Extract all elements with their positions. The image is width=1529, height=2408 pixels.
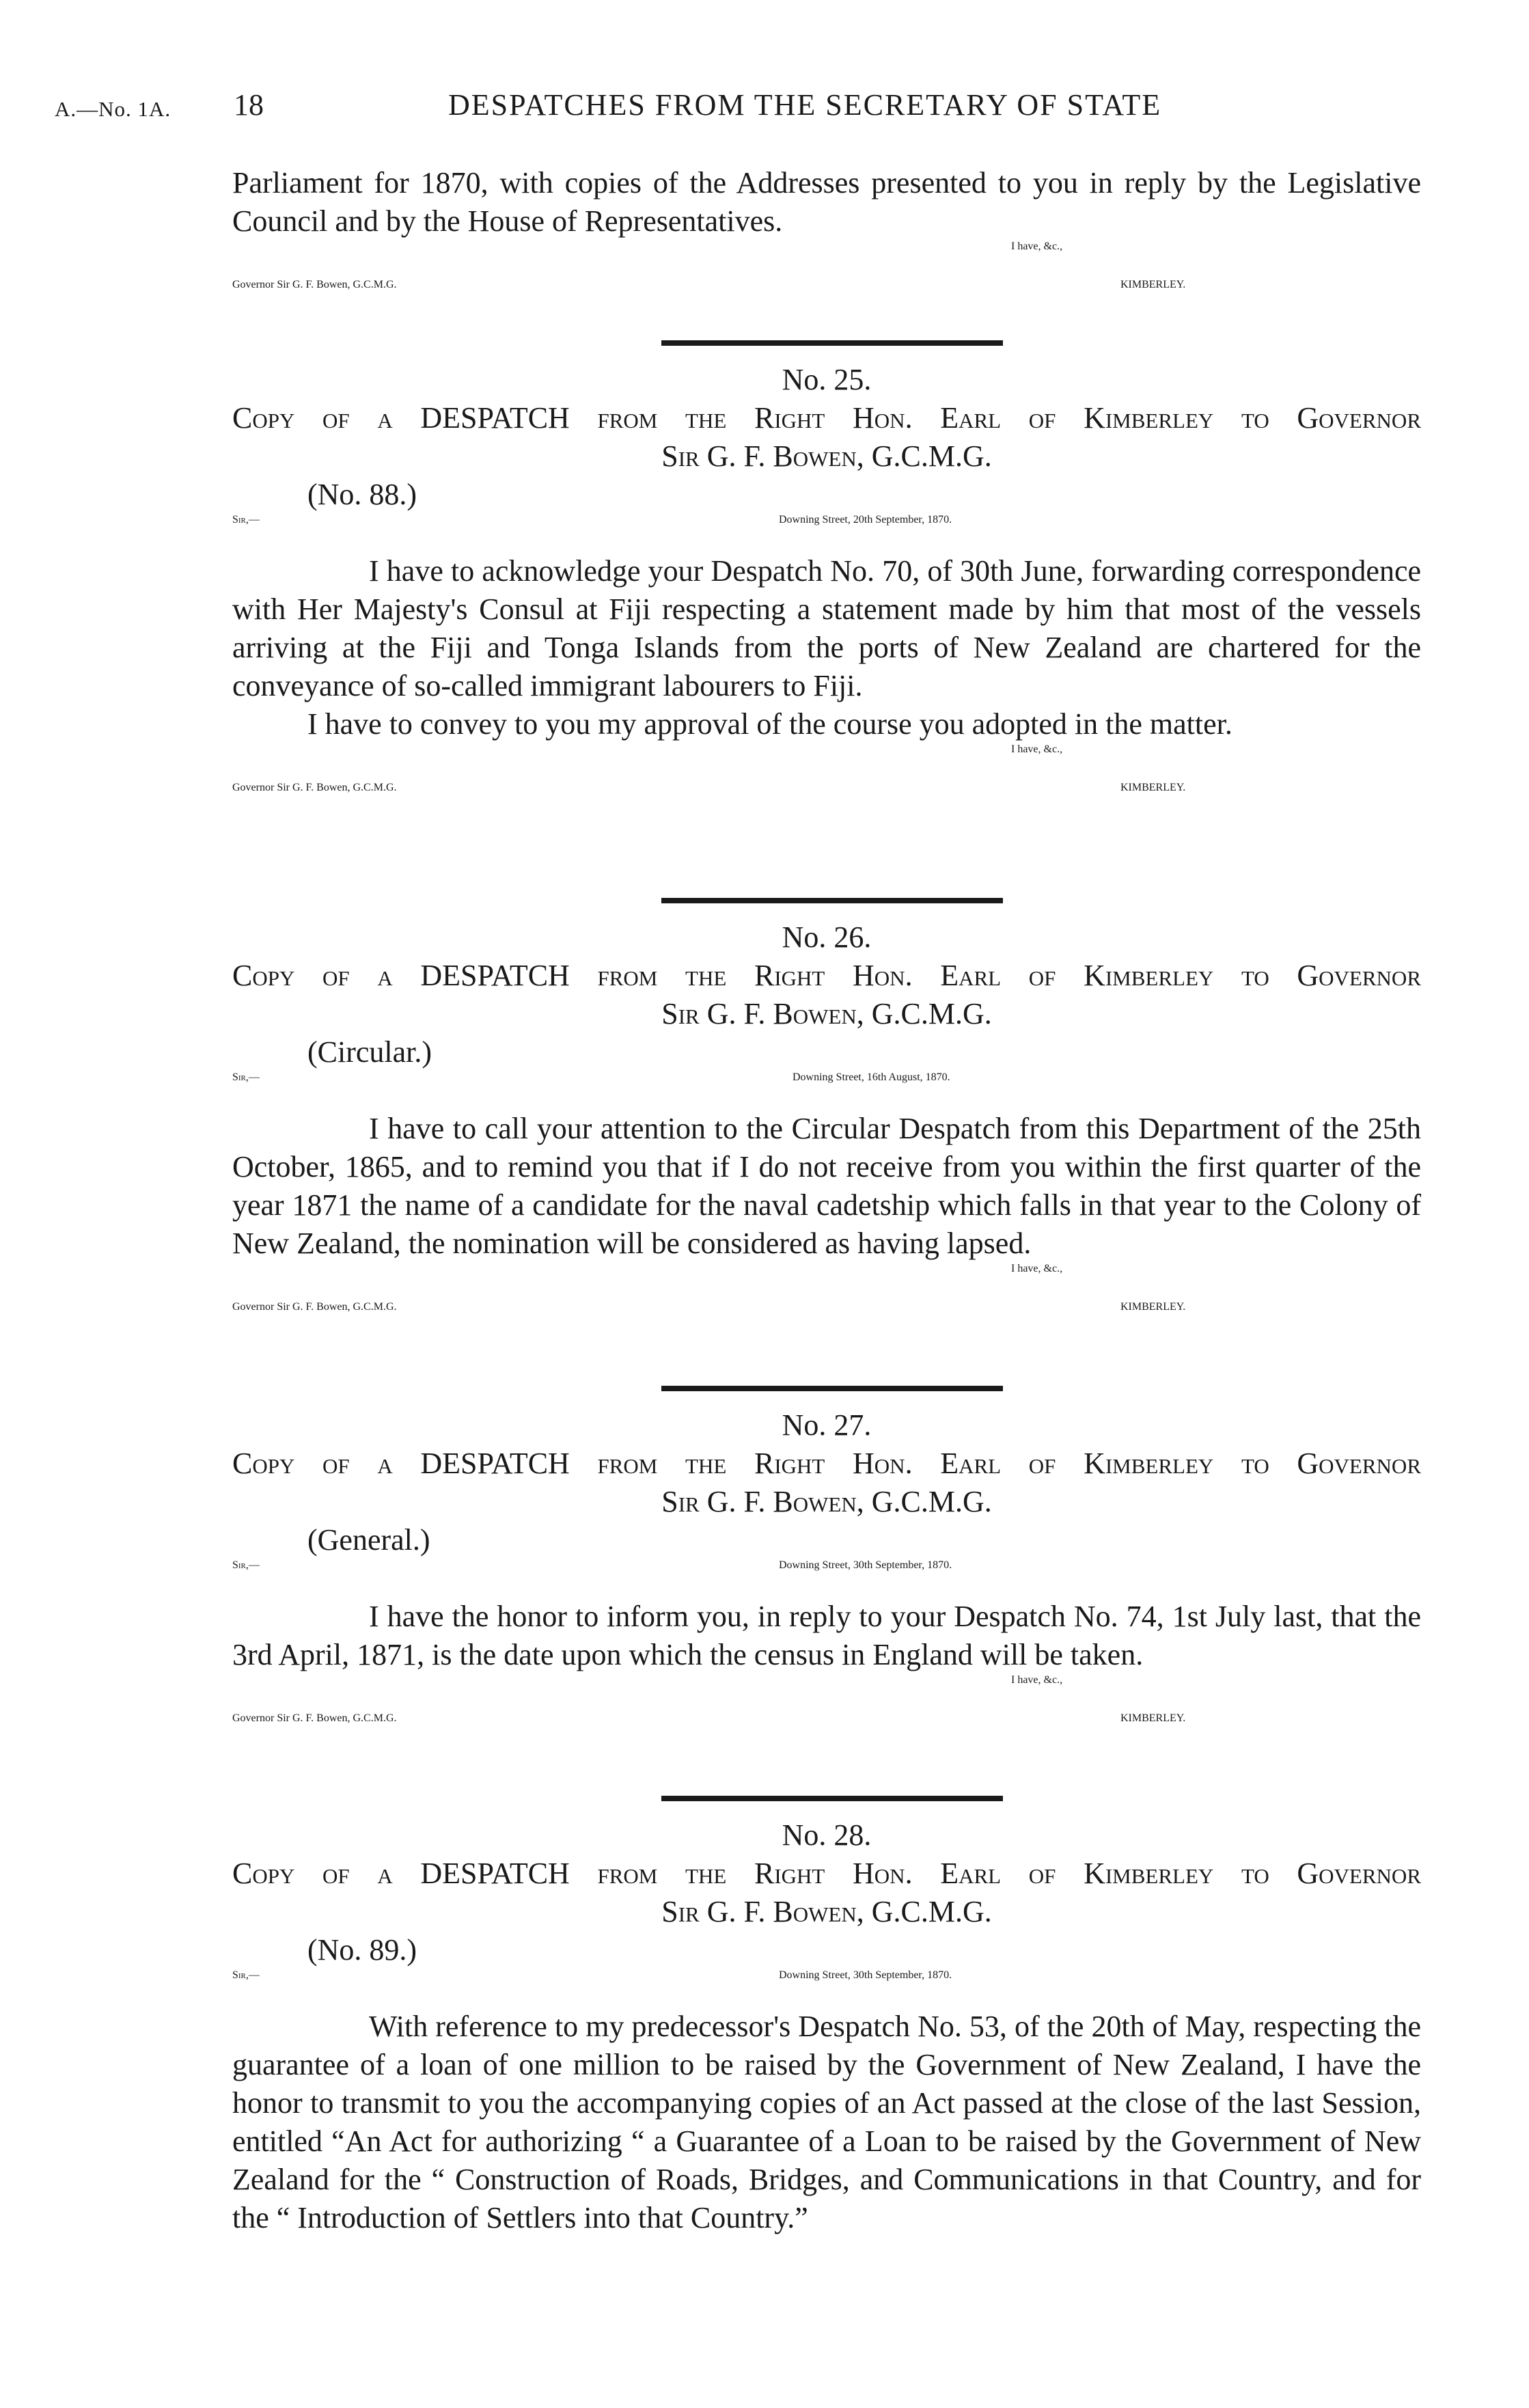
addressee: Governor Sir G. F. Bowen, G.C.M.G.: [232, 1301, 397, 1313]
salutation-line: [232, 514, 1421, 552]
section-divider: [661, 898, 1003, 903]
signature: KIMBERLEY.: [1120, 782, 1186, 793]
salutation: Sir,—: [232, 1071, 260, 1083]
despatch-reference: (Circular.): [307, 1035, 432, 1069]
page-number: 18: [234, 88, 264, 122]
despatch-number: No. 27.: [782, 1408, 872, 1442]
salutation-line: [232, 1559, 1421, 1598]
signature-line: [232, 1301, 1421, 1339]
place-date: Downing Street, 30th September, 1870.: [779, 1969, 952, 1981]
despatch-reference: (General.): [307, 1523, 430, 1557]
despatch-25: [232, 361, 1421, 820]
section-divider: [661, 1796, 1003, 1801]
paragraph: I have the honor to inform you, in reply to your Despatch No. 74, 1st July last, that the 3rd April, 1871, is the date upon which the census in England will be taken.: [232, 1600, 1421, 1671]
despatch-heading: Copy of a DESPATCH from the Right Hon. Earl of Kimberley to Governor: [232, 1447, 1421, 1480]
closing-line: [232, 1263, 1421, 1301]
intro-signature-line: [232, 279, 1421, 317]
section-divider: [661, 1386, 1003, 1391]
despatch-heading: Copy of a DESPATCH from the Right Hon. Earl of Kimberley to Governor: [232, 401, 1421, 435]
closing-formula: I have, &c.,: [1011, 1263, 1063, 1274]
intro-paragraph: Parliament for 1870, with copies of the Addresses presented to you in reply by the Legislative Council and by the House of Representatives.: [232, 166, 1421, 238]
paragraph: I have to acknowledge your Despatch No. 70, of 30th June, forwarding correspondence with Her Majesty's Consul at Fiji respecting a statement made by him that most of the vessels arriving at the Fiji and Tonga Islands from the ports of New Zealand are chartered for the conveyance of so-called immigrant labourers to Fiji.: [232, 554, 1421, 702]
despatch-reference: (No. 89.): [307, 1933, 417, 1967]
intro-closing-line: [232, 241, 1421, 279]
signature: KIMBERLEY.: [1120, 1712, 1186, 1724]
despatch-28: [232, 1816, 1421, 2237]
despatch-heading-recipient: Sir G. F. Bowen, G.C.M.G.: [661, 1485, 992, 1518]
closing-formula: I have, &c.,: [1011, 241, 1063, 252]
despatch-27: [232, 1406, 1421, 1751]
closing-line: [232, 743, 1421, 782]
signature: KIMBERLEY.: [1120, 279, 1186, 290]
salutation: Sir,—: [232, 1969, 260, 1981]
closing-formula: I have, &c.,: [1011, 743, 1063, 755]
despatch-heading-recipient: Sir G. F. Bowen, G.C.M.G.: [661, 997, 992, 1030]
salutation-line: [232, 1071, 1421, 1110]
section-divider: [661, 340, 1003, 346]
running-header: [55, 87, 1474, 142]
signature-line: [232, 1712, 1421, 1751]
paragraph: I have to call your attention to the Circular Despatch from this Department of the 25th October, 1865, and to remind you that if I do not receive from you within the first quarter of the year 1871 the name of a candidate for the naval cadetship which falls in that year to the Colony of New Zealand, the nomination will be considered as having lapsed.: [232, 1112, 1421, 1260]
running-title: DESPATCHES FROM THE SECRETARY OF STATE: [448, 88, 1162, 122]
despatch-heading-recipient: Sir G. F. Bowen, G.C.M.G.: [661, 1895, 992, 1928]
addressee: Governor Sir G. F. Bowen, G.C.M.G.: [232, 279, 397, 290]
despatch-heading: Copy of a DESPATCH from the Right Hon. Earl of Kimberley to Governor: [232, 1857, 1421, 1890]
despatch-number: No. 28.: [782, 1818, 872, 1852]
closing-formula: I have, &c.,: [1011, 1674, 1063, 1686]
signature-line: [232, 782, 1421, 820]
salutation: Sir,—: [232, 514, 260, 525]
intro-section: [232, 164, 1421, 317]
despatch-reference: (No. 88.): [307, 478, 417, 511]
place-date: Downing Street, 20th September, 1870.: [779, 514, 952, 525]
addressee: Governor Sir G. F. Bowen, G.C.M.G.: [232, 1712, 397, 1724]
paper-reference: A.—No. 1A.: [55, 97, 171, 121]
place-date: Downing Street, 30th September, 1870.: [779, 1559, 952, 1571]
despatch-heading: Copy of a DESPATCH from the Right Hon. Earl of Kimberley to Governor: [232, 959, 1421, 992]
salutation-line: [232, 1969, 1421, 2008]
closing-line: [232, 1674, 1421, 1712]
despatch-26: [232, 918, 1421, 1339]
paragraph: I have to convey to you my approval of the course you adopted in the matter.: [307, 707, 1232, 741]
despatch-number: No. 25.: [782, 363, 872, 396]
despatch-heading-recipient: Sir G. F. Bowen, G.C.M.G.: [661, 439, 992, 473]
place-date: Downing Street, 16th August, 1870.: [793, 1071, 950, 1083]
despatch-number: No. 26.: [782, 920, 872, 954]
addressee: Governor Sir G. F. Bowen, G.C.M.G.: [232, 782, 397, 793]
salutation: Sir,—: [232, 1559, 260, 1571]
signature: KIMBERLEY.: [1120, 1301, 1186, 1313]
paragraph: With reference to my predecessor's Despatch No. 53, of the 20th of May, respecting the guarantee of a loan of one million to be raised by the Government of New Zealand, I have the honor to transmit to you the accompanying copies of an Act passed at the close of the last Session, entitled “An Act for authorizing “ a Guarantee of a Loan to be raised by the Government of New Zealand for the “ Construction of Roads, Bridges, and Communications in that Country, and for the “ Introduction of Settlers into that Country.”: [232, 2010, 1421, 2234]
